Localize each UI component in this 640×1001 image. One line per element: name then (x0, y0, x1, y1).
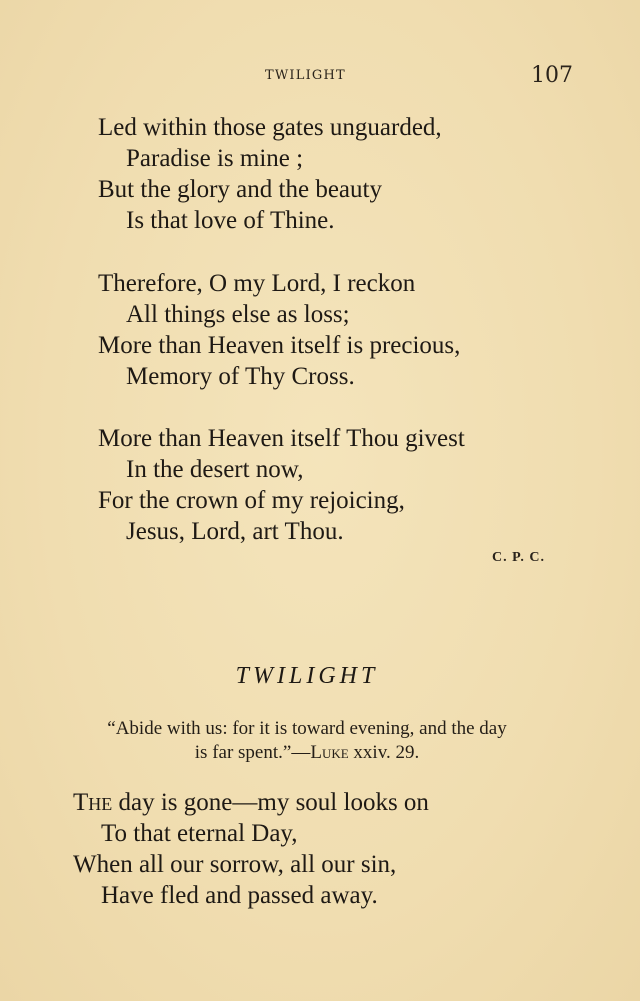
verse-line: More than Heaven itself is precious, (98, 332, 461, 359)
epigraph-line-2 (66, 741, 548, 765)
verse-line: Is that love of Thine. (126, 207, 335, 234)
verse-line: In the desert now, (126, 456, 304, 483)
stanza-1 (98, 112, 442, 236)
opening-word: The (73, 789, 113, 816)
verse-line: Memory of Thy Cross. (126, 363, 355, 390)
verse-line-rest: day is gone—my soul looks on (112, 789, 429, 816)
stanza-4 (73, 787, 429, 911)
verse-line: To that eternal Day, (101, 820, 298, 847)
scripture-reference: xxiv. 29. (348, 742, 420, 763)
epigraph-text: is far spent.”— (194, 742, 311, 763)
epigraph-line-1: “Abide with us: for it is toward evening, and the day (107, 718, 507, 739)
verse-line: More than Heaven itself Thou givest (98, 425, 465, 452)
verse-line: Have fled and passed away. (101, 882, 378, 909)
running-title: TWILIGHT (265, 68, 346, 83)
verse-line: But the glory and the beauty (98, 176, 382, 203)
epigraph (66, 717, 548, 765)
stanza-2 (98, 268, 460, 392)
verse-line: Led within those gates unguarded, (98, 114, 442, 141)
scripture-book: Luke (310, 742, 349, 763)
verse-line: Paradise is mine ; (126, 145, 304, 172)
verse-line: For the crown of my rejoicing, (98, 487, 405, 514)
verse-line: When all our sorrow, all our sin, (73, 851, 397, 878)
verse-line (73, 787, 429, 818)
author-initials: C. P. C. (492, 550, 545, 565)
stanza-3 (98, 423, 465, 547)
page-number: 107 (531, 63, 573, 88)
verse-line: Jesus, Lord, art Thou. (126, 518, 344, 545)
poem-title: TWILIGHT (235, 663, 379, 689)
verse-line: Therefore, O my Lord, I reckon (98, 270, 416, 297)
verse-line: All things else as loss; (126, 301, 350, 328)
